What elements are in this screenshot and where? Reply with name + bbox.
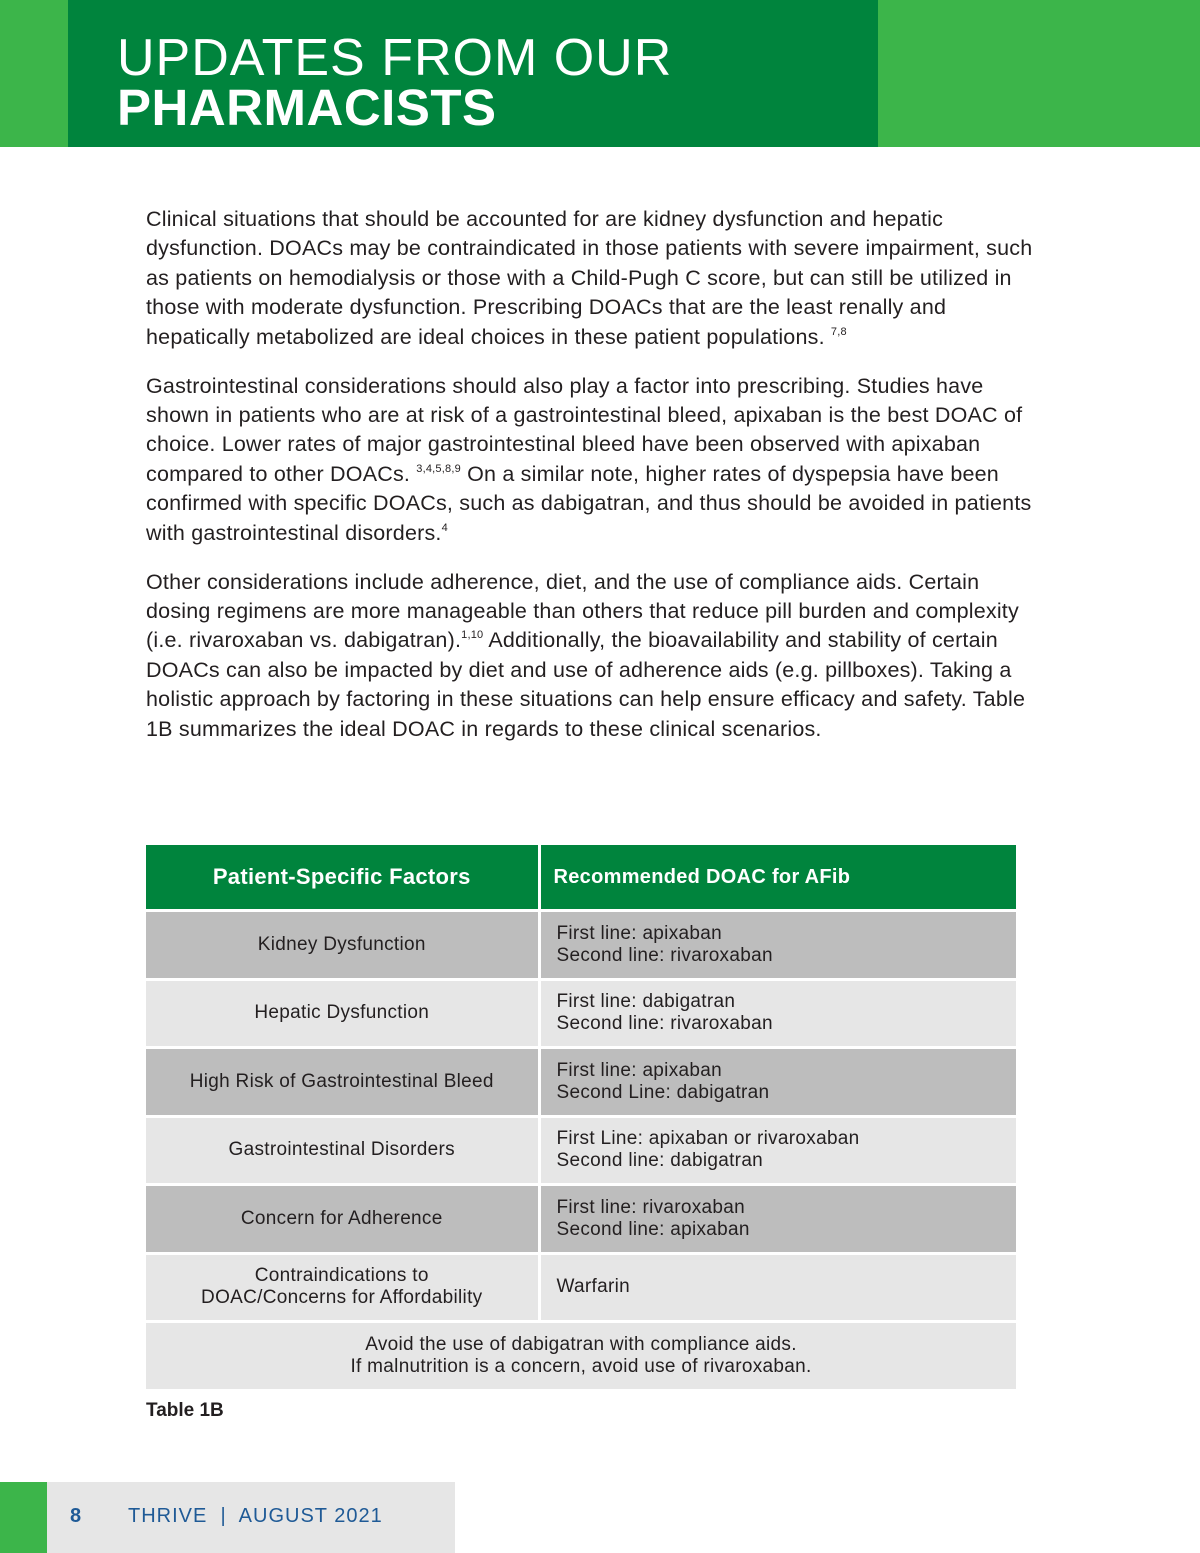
reference-superscript: 1,10	[461, 629, 484, 642]
table-row	[146, 1048, 1016, 1117]
recommendation-cell: First line: dabigatran Second line: rivaroxaban	[539, 979, 1016, 1048]
recommendation-cell: First line: apixaban Second line: rivaroxaban	[539, 911, 1016, 980]
table-row	[146, 1253, 1016, 1322]
article-body	[146, 205, 1046, 764]
page-number: 8	[70, 1505, 82, 1527]
table-row	[146, 911, 1016, 980]
factor-cell: Kidney Dysfunction	[146, 911, 539, 980]
table-row	[146, 1116, 1016, 1185]
footer-publication: THRIVE | AUGUST 2021	[128, 1505, 383, 1527]
reference-superscript: 4	[441, 521, 448, 534]
page-title-line1: UPDATES FROM OUR	[117, 29, 673, 87]
header-accent-right	[878, 0, 1200, 147]
recommendation-cell: First line: apixaban Second Line: dabigatran	[539, 1048, 1016, 1117]
table-row	[146, 1185, 1016, 1254]
factor-cell: Hepatic Dysfunction	[146, 979, 539, 1048]
table-note-row	[146, 1322, 1016, 1390]
recommendation-cell: First Line: apixaban or rivaroxaban Second line: dabigatran	[539, 1116, 1016, 1185]
factor-cell: Gastrointestinal Disorders	[146, 1116, 539, 1185]
reference-superscript: 7,8	[830, 325, 847, 338]
table-row	[146, 979, 1016, 1048]
footer-accent	[0, 1482, 47, 1553]
table-note: Avoid the use of dabigatran with compliance aids. If malnutrition is a concern, avoid use of rivaroxaban.	[146, 1322, 1016, 1390]
paragraph-other-considerations: Other considerations include adherence, diet, and the use of compliance aids. Certain dosing regimens are more manageable than others that reduce pill burden and complexity (i.e. rivaroxaban vs. dabigatran).$^{1,10}$ Additionally, the bioavailability and stability of certain DOACs can also be impacted by diet and use of adherence aids (e.g. pillboxes). Taking a holistic approach by factoring in these situations can help ensure efficacy and safety. Table 1B summarizes the ideal DOAC in regards to these clinical scenarios.	[146, 569, 1026, 741]
table-header-row	[146, 845, 1016, 911]
paragraph-gastrointestinal: Gastrointestinal considerations should also play a factor into prescribing. Studies have shown in patients who are at risk of a gastrointestinal bleed, apixaban is the best DOAC of choice. Lower rates of major gastrointestinal bleed have been observed with apixaban compared to other DOACs. $^{3,4,5,8,9}$ On a similar note, higher rates of dyspepsia have been confirmed with specific DOACs, such as dabigatran, and thus should be avoided in patients with gastrointestinal disorders.$^4$	[146, 373, 1032, 545]
table-caption: Table 1B	[146, 1400, 224, 1421]
reference-superscript: 3,4,5,8,9	[416, 462, 461, 475]
factor-cell: Concern for Adherence	[146, 1185, 539, 1254]
column-header-factors: Patient-Specific Factors	[146, 845, 539, 911]
factor-cell: Contraindications to DOAC/Concerns for Affordability	[146, 1253, 539, 1322]
paragraph-kidney-hepatic: Clinical situations that should be accounted for are kidney dysfunction and hepatic dysfunction. DOACs may be contraindicated in those patients with severe impairment, such as patients on hemodialysis or those with a Child-Pugh C score, but can still be utilized in those with moderate dysfunction. Prescribing DOACs that are the least renally and hepatically metabolized are ideal choices in these patient populations. $^{7,8}$	[146, 207, 1033, 349]
header-accent-left	[0, 0, 68, 147]
recommendation-cell: Warfarin	[539, 1253, 1016, 1322]
page-title-line2: PHARMACISTS	[117, 79, 497, 136]
recommendation-cell: First line: rivaroxaban Second line: apixaban	[539, 1185, 1016, 1254]
doac-recommendation-table	[146, 845, 1016, 1389]
factor-cell: High Risk of Gastrointestinal Bleed	[146, 1048, 539, 1117]
column-header-recommendation: Recommended DOAC for AFib	[539, 845, 1016, 911]
